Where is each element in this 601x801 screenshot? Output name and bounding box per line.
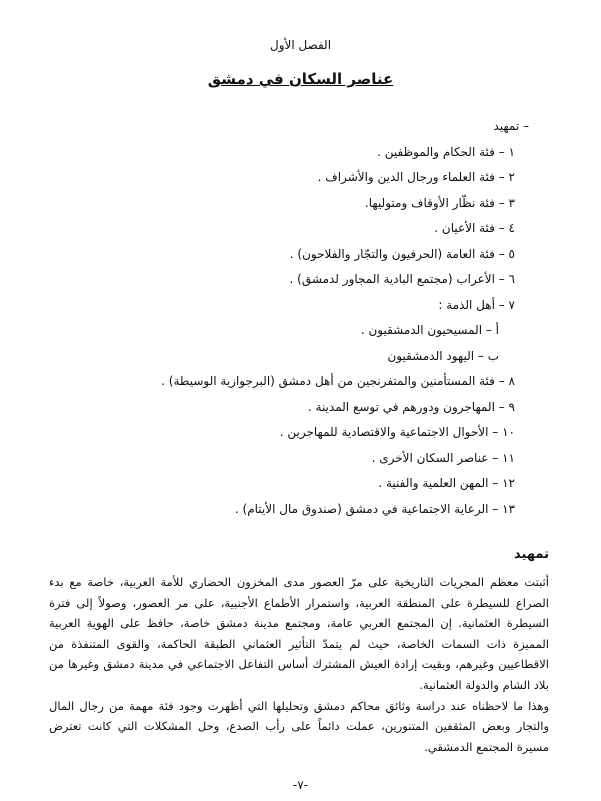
paragraph: أثبتت معظم المجريات التاريخية على مرّ العصور مدى المخزون الحضاري للأمة العربية، خاصة مع بدء الصراع للسيطرة على المنطقة العربية، واستمرار الأطماع الأجنبية، على مر العصور، وصولاً إلى فترة السيطرة العثمانية. إن المجتمع العربي عامة، ومجتمع مدينة دمشق خاصة، حافظ على الهوية العربية المميزة ذات السمات الخاصة، حيث لم يتمدّ التأثير العثماني الطبقة الحاكمة، والقوى المتنفذة من الاقطاعيين وغيرهم، وبقيت إرادة العيش المشترك أساس التفاعل الاجتماعي في مدينة دمشق وغيرها من بلاد الشام والدولة العثمانية. — [49, 575, 549, 692]
list-item: ٨ – فئة المستأمنين والمتفرنجين من أهل دمشق (البرجوازية الوسيطة) . — [161, 374, 515, 388]
body-text — [49, 572, 549, 757]
list-item: ٥ – فئة العامة (الحرفيون والتجّار والفلاحون) . — [289, 246, 515, 261]
list-item: ٩ – المهاجرون ودورهم في توسع المدينة . — [307, 399, 515, 414]
contents-list — [59, 114, 529, 522]
list-item: أ – المسيحيون الدمشقيون . — [360, 323, 499, 337]
list-item: ٢ – فئة العلماء ورجال الدين والأشراف . — [317, 170, 515, 184]
page-title: عناصر السكان في دمشق — [207, 70, 394, 88]
list-item: ب – اليهود الدمشقيون — [387, 348, 499, 363]
list-item: ٧ – أهل الذمة : — [438, 297, 515, 312]
list-item: ٣ – فئة نظّار الأوقاف ومتوليها. — [364, 195, 515, 210]
list-item: ١٠ – الأحوال الاجتماعية والاقتصادية للمهاجرين . — [279, 425, 515, 439]
list-item: ٤ – فئة الأعيان . — [434, 221, 515, 235]
list-item: ١٣ – الرعاية الاجتماعية في دمشق (صندوق مال الأيتام) . — [234, 501, 515, 516]
paragraph: وهذا ما لاحظناه عند دراسة وثائق محاكم دمشق وتحليلها التي أظهرت وجود فئة مهمة من رجال المال والتجار وبعض المثقفين المتنورين، عملت دائماً على رأب الصدع، وحل المشكلات التي كانت تعترض مسيرة المجتمع الدمشقي. — [49, 698, 549, 754]
list-item: ١٢ – المهن العلمية والفنية . — [378, 476, 515, 490]
chapter-label: الفصل الأول — [269, 38, 332, 52]
list-item: – تمهيد — [493, 119, 529, 133]
page-number: -٧- — [292, 778, 309, 792]
list-item: ١١ – عناصر السكان الأخرى . — [371, 450, 515, 465]
list-item: ١ – فئة الحكام والموظفين . — [377, 144, 515, 159]
section-heading: تمهيد — [514, 547, 549, 562]
list-item: ٦ – الأعراب (مجتمع البادية المجاور لدمشق) . — [289, 272, 515, 286]
